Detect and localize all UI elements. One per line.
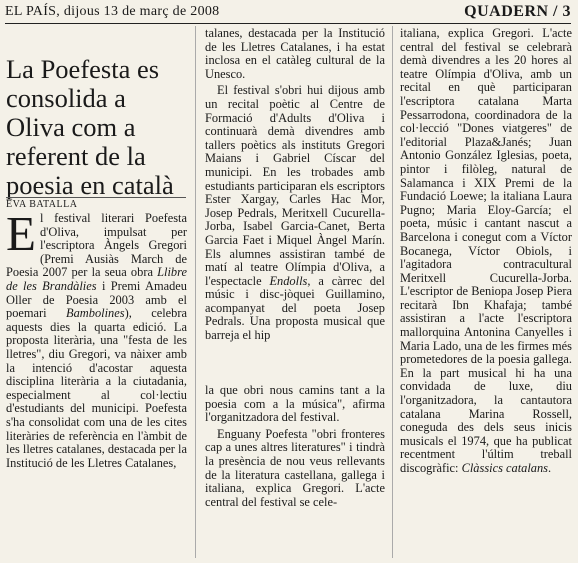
masthead (5, 3, 571, 24)
section-label: QUADERN / 3 (464, 3, 571, 20)
article-column-3 (400, 27, 572, 476)
article-paragraph: El festival literari Poefesta d'Oliva, impulsat per l'escriptora Àngels Gregori (Premi Ausiàs March de Poesia 2007 per la seua obra Llibre de les Brandàlies i Premi Amadeu Oller de Poesia 2003 amb el poemari Bambolines), celebra aquests dies la quarta edició. La proposta literària, una "festa de les lletres", diu Gregori, va nàixer amb la intenció d'acostar aquesta disciplina literària a la ciutadania, especialment al col·lectiu d'estudiants del municipi. Poefesta s'ha consolidat com una de les cites literàries de referència en l'àmbit de les lletres catalanes, destacada per la Institució de les Lletres Catalanes, (6, 206, 187, 470)
article-paragraph: El festival s'obri hui dijous amb un recital poètic al Centre de Formació d'Adults d'Oliva i continuarà demà divendres amb tallers poètics als instituts Gregori Maians i Gabriel Císcar del municipi. En les trobades amb estudiants participaran els escriptors Ester Xargay, Carles Hac Mor, Josep Pedrals, Meritxell Cucurella-Jorba, Isabel Garcia-Canet, Berta Garcia Faet i Miquel Àngel Marín. Els alumnes assistiran també de matí al teatre Olímpia d'Oliva, a l'espectacle Endolls, a càrrec del músic i disc-jòquei Guillamino, acompanyat del poeta Josep Pedrals. Una proposta musical que barreja el hip (205, 83, 385, 343)
column-divider (195, 26, 196, 558)
article-paragraph: talanes, destacada per la Institució de les Lletres Catalanes, i ha estat inclosa en el catàleg cultural de la Unesco. (205, 26, 385, 81)
byline: EVA BATALLA (6, 197, 186, 210)
column-divider (392, 26, 393, 558)
drop-cap: E (6, 206, 36, 261)
article-headline: La Poefesta es consolida a Oliva com a referent de la poesia en català (6, 54, 174, 200)
article-paragraph: la que obri nous camins tant a la poesia com a la música", afirma l'organitzadora del festival. (205, 383, 385, 425)
article-paragraph: Enguany Poefesta "obri fronteres cap a unes altres literatures" i tindrà la presència de nou veus rellevants de la literatura castellana, gallega i italiana, explica Gregori. L'acte central del festival se cele- (205, 426, 385, 509)
article-column-1 (6, 206, 187, 470)
paper-date: EL PAÍS, dijous 13 de març de 2008 (5, 4, 220, 19)
article-column-2 (205, 27, 385, 343)
article-paragraph: italiana, explica Gregori. L'acte central del festival se celebrarà demà divendres a les 20 hores al teatre Olímpia d'Oliva, amb un recital en què participaran l'escriptora catalana Marta Pessarrodona, coordinadora de la col·lecció "Dones viatgeres" de l'editorial Plaza&Janés; Juan Antonio González Iglesias, poeta, pintor i filòleg, natural de Salamanca i XIX Premi de la Fundació Loewe; la italiana Laura Pugno; Maria Eloy-García; el poeta, músic i cantant nascut a Barcelona i conegut com a Víctor Bocanega, Víctor Obiols, i l'agitadora contracultural Meritxell Cucurella-Jorba. L'escriptor de Beniopa Josep Piera recitarà Ibn Khafaja; també assistiran a l'acte l'escriptora mallorquina Antonina Canyelles i Maria Lado, una de les firmes més prometedores de la poesia gallega. En la part musical hi ha una convidada de luxe, diu l'organitzadora, la cantautora catalana Marina Rossell, coneguda des dels seus inicis musicals el 1974, que ha publicat recentment l'últim treball discogràfic: Clàssics catalans. (400, 26, 572, 475)
article-column-2-continued (205, 384, 385, 509)
